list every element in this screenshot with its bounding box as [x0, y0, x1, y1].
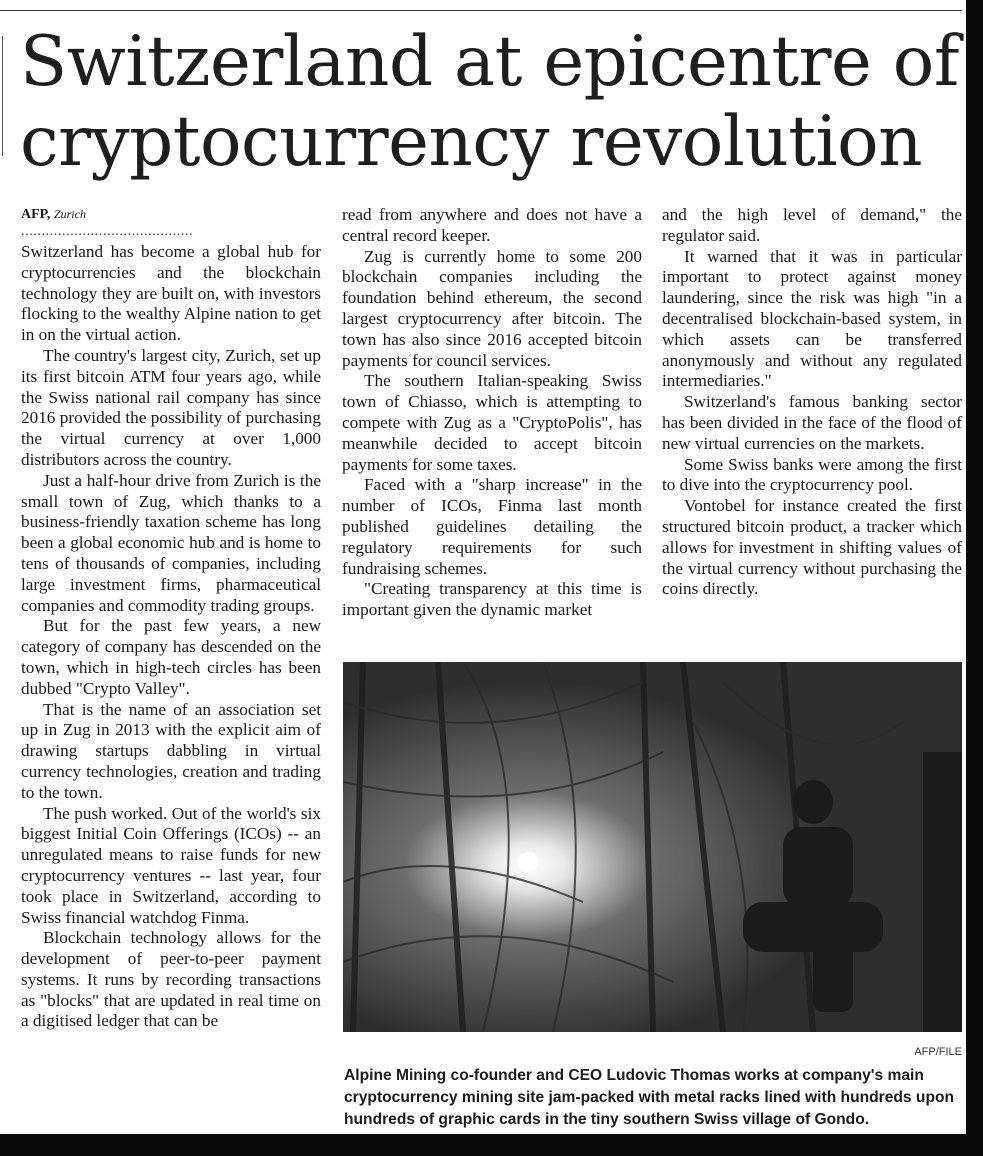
paragraph: The push worked. Out of the world's six biggest Initial Coin Offerings (ICOs) -- an unregulated means to raise funds for new cryptocurrency ventures -- last year, four took place in Switzerland, according to Swiss financial watchdog Finma. [21, 803, 321, 927]
article-column-1 [21, 205, 321, 1032]
byline-city: Zurich [53, 207, 86, 221]
scan-edge-right [966, 0, 983, 1156]
left-rule [2, 36, 3, 156]
top-rule [0, 10, 962, 11]
byline-divider: .......................................... [21, 226, 194, 239]
paragraph: Blockchain technology allows for the development of peer-to-peer payment systems. It runs by recording transactions as "blocks" that are updated in real time on a digitised ledger that can be [21, 928, 321, 1031]
paragraph: Switzerland has become a global hub for cryptocurrencies and the blockchain technology they are built on, with investors flocking to the wealthy Alpine nation to get in on the virtual action. [21, 242, 321, 345]
news-photo [343, 662, 962, 1032]
scan-edge-bottom [0, 1134, 983, 1156]
photo-caption: Alpine Mining co-founder and CEO Ludovic Thomas works at company's main cryptocurrency mining site jam-packed with metal racks lined with hundreds upon hundreds of graphic cards in the tiny southern Swiss village of Gondo. [344, 1067, 955, 1128]
byline-agency: AFP, [21, 207, 51, 222]
headline-line-1: Switzerland at epicentre of [20, 22, 959, 102]
paragraph: Switzerland's famous banking sector has been divided in the face of the flood of new virtual currencies on the markets. [662, 392, 962, 453]
paragraph: The country's largest city, Zurich, set up its first bitcoin ATM four years ago, while the Swiss national rail company has since 2016 provided the possibility of purchasing the virtual currency at over 1,000 distributors across the country. [21, 345, 321, 469]
paragraph: The southern Italian-speaking Swiss town of Chiasso, which is attempting to compete with Zug as a "CryptoPolis", has meanwhile decided to accept bitcoin payments for some taxes. [342, 371, 642, 474]
article-column-3 [662, 205, 962, 600]
paragraph: Zug is currently home to some 200 blockchain companies including the foundation behind ethereum, the second largest cryptocurrency after bitcoin. The town has also since 2016 accepted bitcoin payments for council services. [342, 246, 642, 370]
byline [21, 205, 321, 224]
paragraph: Faced with a "sharp increase" in the number of ICOs, Finma last month published guidelines detailing the regulatory requirements for such fundraising schemes. [342, 475, 642, 578]
paragraph: Some Swiss banks were among the first to dive into the cryptocurrency pool. [662, 454, 962, 495]
headline [20, 22, 960, 182]
paragraph: "Creating transparency at this time is important given the dynamic market [342, 579, 642, 620]
article-column-2 [342, 205, 642, 621]
mining-rig-photo-illustration [343, 662, 962, 1032]
paragraph: read from anywhere and does not have a central record keeper. [342, 205, 642, 245]
headline-line-2: cryptocurrency revolution [20, 102, 923, 182]
paragraph: That is the name of an association set up in Zug in 2013 with the explicit aim of drawing startups dabbling in virtual currency technologies, creation and trading to the town. [21, 699, 321, 802]
paragraph: Just a half-hour drive from Zurich is the small town of Zug, which thanks to a business-friendly taxation scheme has long been a global economic hub and is home to tens of thousands of companies, including large investment firms, pharmaceutical companies and commodity trading groups. [21, 470, 321, 615]
paragraph: It warned that it was in particular important to protect against money laundering, since the risk was high "in a decentralised blockchain-based system, in which assets can be transferred anonymously and without any regulated intermediaries." [662, 246, 962, 391]
paragraph: and the high level of demand," the regulator said. [662, 205, 962, 245]
photo-credit: AFP/FILE [914, 1046, 962, 1058]
paragraph: Vontobel for instance created the first structured bitcoin product, a tracker which allows for investment in shifting values of the virtual currency without purchasing the coins directly. [662, 496, 962, 599]
paragraph: But for the past few years, a new category of company has descended on the town, which in high-tech circles has been dubbed "Crypto Valley". [21, 616, 321, 698]
